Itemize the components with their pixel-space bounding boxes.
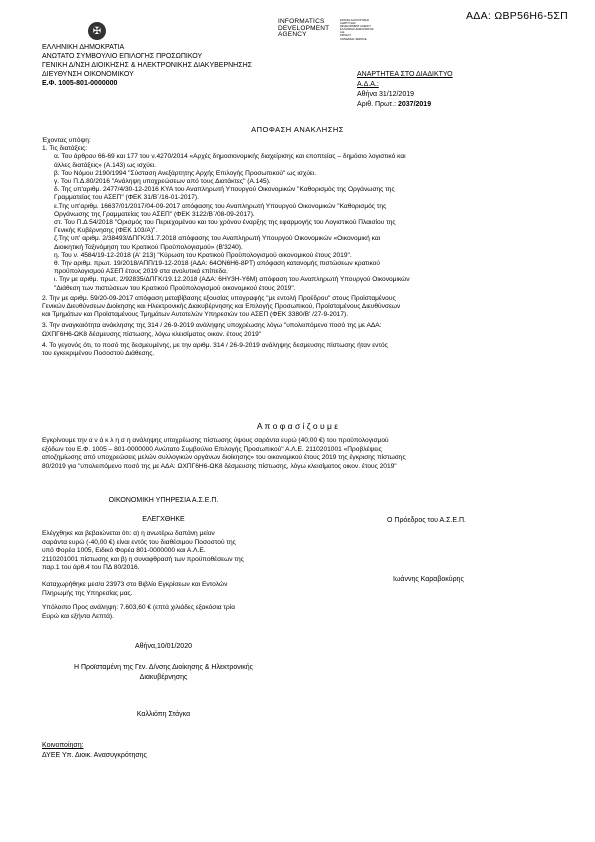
decision-text — [42, 437, 557, 471]
director-title-line: Η Προϊσταμένη της Γεν. Δ/νσης Διοίκησης & Ηλεκτρονικής — [73, 664, 254, 671]
provision-line: θ. Την αριθμ. πρωτ. 19/2018/ΑΠΠ/19-12-2018 (ΑΔΑ: 64ΟΝ6Η6-8ΡΤ) απόφαση κατανομής πιστώσεων κρατικού — [54, 260, 380, 268]
finance-verification — [42, 530, 292, 573]
president-name: Ιωάννης Καραβοκύρης — [393, 576, 464, 583]
item-2-line: και Τμημάτων και Προϊσταμένους Τμημάτων Αυτοτελών Υπηρεσιών του ΑΣΕΠ (ΦΕΚ 3380/Β' /27-9-2017). — [42, 311, 349, 319]
considerations — [42, 137, 557, 358]
finance-title: ΟΙΚΟΝΟΜΙΚΗ ΥΠΗΡΕΣΙΑ Α.Σ.Ε.Π. — [108, 497, 219, 504]
director-title-line: Διακυβέρνησης — [139, 673, 188, 681]
distribution-item: ΔΥΕΕ Υπ. Διοικ. Ανασυγκρότησης — [42, 751, 147, 759]
logo-line-3: AGENCY — [278, 31, 307, 38]
provision-line: ζ.Της υπ' αριθμ. 2/38493/ΔΠΓΚ/31.7.2018 απόφασης του Αναπληρωτή Υπουργού Οικονομικών «Οικονομική και — [54, 235, 381, 243]
provision-line: δ. Της υπ'αριθμ. 2477/4/30-12-2016 ΚΥΑ του Αναπληρωτή Υπουργού Οικονομικών "Καθορισμός της Οργάνωσης της — [54, 186, 395, 194]
provision-line: α. Του άρθρου 66-69 και 177 του ν.4270/2014 «Αρχές δημοσιονομικής διαχείρισης και εποπτείας – δημόσιο λογιστικό και — [54, 153, 406, 161]
provision-line: προϋπολογισμού ΑΣΕΠ έτους 2019 στα ανολυτικά επίπεδα. — [54, 268, 228, 276]
remaining-balance — [42, 604, 292, 621]
registration-note — [42, 581, 292, 598]
protocol-label: Αριθ. Πρωτ.: — [357, 101, 397, 108]
finance-date: Αθήνα,10/01/2020 — [135, 643, 192, 650]
greek-emblem-icon: ✠ — [88, 22, 106, 40]
provision-line: Διοικητική Ταξινόμηση του Κρατικού Προϋπολογισμού» (Β'3240). — [54, 243, 243, 251]
provision-line: Γενικής Κυβέρνησης (ΦΕΚ 103/Α)". — [54, 227, 158, 235]
informatics-logo — [278, 19, 329, 39]
intro-text: Έχοντας υπόψη: — [42, 137, 91, 144]
item-2-line: 2. Την με αριθμ. 59/20-09-2017 απόφαση μεταβίβασης εξουσίας υπογραφής "με εντολή Προέδρου" στους Προϊσταμένους — [42, 294, 396, 302]
issuer-header — [42, 43, 252, 88]
logo-small-text — [340, 19, 374, 41]
provisions-heading: 1. Τις διατάξεις: — [42, 145, 88, 153]
document-title: ΑΠΟΦΑΣΗ ΑΝΑΚΛΗΣΗΣ — [251, 125, 344, 134]
verification-line: Ελέγχθηκε και βεβαιώνεται ότι: α) η ανωτέρω δαπάνη μείον — [42, 530, 215, 537]
general-director-title — [42, 663, 285, 682]
date-value: 31/12/2019 — [378, 91, 415, 98]
provisions-list — [42, 153, 557, 292]
provision-line: β. Του Νόμου 2190/1994 "Σύσταση Ανεξάρτητης Αρχής Επιλογής Προσωπικού" ως ισχύει. — [54, 169, 317, 177]
registration-line: Καταχωρήθηκε μεσ/α 23973 στο Βιβλίο Εγκρίσεων και Εντολών — [42, 581, 228, 588]
verification-line: σαράντα ευρώ (-40,00 €) είναι εντός του διαθέσιμου Ποσοστού της — [42, 538, 236, 546]
decision-line: Εγκρίνουμε την α ν ά κ λ η σ η ανάληψης υποχρέωσης πίστωσης ύψους σαράντα ευρώ (40,00 €) του προϋπολογισμού — [42, 437, 389, 444]
verification-line: υπό Φορέα 1005, Ειδικό Φορέα 801-0000000 και Α.Λ.Ε. — [42, 547, 206, 555]
item-4-line: 4. Το γεγονός ότι, το ποσό της δεσμευμένης, με την αριθμ. 314 / 26-9-2019 ανάληψης δεσμευσης πίστωσης ήταν εντός — [42, 341, 388, 349]
provision-line: άλλες διατάξεις» (Α.143) ως ισχύει. — [54, 161, 157, 169]
ada-code: ΑΔΑ: ΩΒΡ56Η6-5ΣΠ — [466, 10, 569, 22]
protocol-value: 2037/2019 — [398, 101, 432, 108]
general-director-name: Καλλιόπη Στάγκα — [136, 711, 191, 718]
header-line-3: ΓΕΝΙΚΗ Δ/ΝΣΗ ΔΙΟΙΚΗΣΗΣ & ΗΛΕΚΤΡΟΝΙΚΗΣ ΔΙΑΚΥΒΕΡΝΗΣΗΣ — [42, 62, 252, 69]
item-4 — [42, 342, 557, 358]
provision-line: Οργάνωσης της Γραμματείας του ΑΣΕΠ" (ΦΕΚ 3122/Β΄/08-09-2017). — [54, 210, 255, 218]
remaining-line: Ευρώ και εξήντα Λεπτά). — [42, 612, 114, 620]
verification-line: 2110201001 πίστωσης και β) η συναφθρασή των προϋποθέσεων της — [42, 555, 244, 563]
logo-small-1: ΕΝΤΑΣΗ ΑΞΙΟΛΟΓΗΣΗΣ — [340, 19, 369, 22]
logo-small-7: UNIVERSAL SERVICE — [340, 37, 367, 41]
distribution — [42, 741, 147, 760]
header-line-2: ΑΝΩΤΑΤΟ ΣΥΜΒΟΥΛΙΟ ΕΠΙΛΟΓΗΣ ΠΡΟΣΩΠΙΚΟΥ — [42, 53, 203, 60]
verification-line: παρ.1 του άρθ.4 του ΠΔ 80/2016. — [42, 564, 140, 572]
item-2 — [42, 295, 557, 320]
finance-subtitle: ΕΛΕΓΧΘΗΚΕ — [142, 516, 185, 523]
provision-line: "Διάθεση των πιστώσεων του Κρατικού Προϋπολογισμού οικονομικού έτους 2019". — [54, 284, 296, 292]
item-2-line: Γενικών Διευθύνσεων Διοίκησης και Ηλεκτρονικής Διακυβέρνησης και Επιλογής Προσωπικού, Προϊσταμένους Διευθύνσεων — [42, 303, 401, 311]
item-3 — [42, 322, 557, 338]
provision-line: ι. Την με αριθμ. πρωτ. 2/92835/ΔΠΓΚ/19.12.2018 (ΑΔΑ: 6ΗΥ3Η-Υ6Μ) απόφαση του Αναπληρωτή Υπουργού Οικονομικών — [54, 276, 410, 284]
item-3-line: 3. Την αναγκαιότητα ανάκλησης της 314 / 26-9-2019 ανάληψης υποχρέωσης λόγω "υπολειπόμενο ποσό της με ΑΔΑ: — [42, 322, 382, 330]
president-title: Ο Πρόεδρος του Α.Σ.Ε.Π. — [387, 517, 466, 524]
provision-line: ε.Της υπ'αριθμ. 16637/01/2017/04-09-2017 απόφασης του Αναπληρωτή Υπουργού Οικονομικών "Καθορισμός της — [54, 202, 387, 210]
decision-line: αποζημίωσης από υποχρεώσεις μελών συλλογικών οργάνων διοίκησης» του οικονομικού έτους 2019 της έγκρισης πίστωσης — [42, 454, 406, 462]
logo-small-3: DEVELOPMENT AGENCY — [340, 25, 372, 29]
item-3-line: ΩΧΠΓ6Η6-ΩΚ8 δέσμευσης πίστωσης, λόγω κλεισίματος οικον. έτους 2019" — [42, 330, 262, 338]
provision-line: στ. Του Π.Δ 54/2018 "Ορισμός του Περιεχομένου και του χρόνου έναρξης της εφαρμογής του Λογιστικού Πλαισίου της — [54, 219, 396, 227]
provision-line: η. Του ν. 4584/19-12-2018 (Α' 213) "Κύρωση του Κρατικού Προϋπολογισμού οικονομικού έτους 2019". — [54, 251, 352, 259]
registration-line: Πληρωμής της Υπηρεσίας μας. — [42, 589, 133, 597]
date-line — [357, 90, 453, 100]
logo-small-2: ΑΝΑΠΤΥΞΗΣ — [340, 22, 356, 26]
remaining-line: Υπόλοιπο Προς ανάληψη: 7.603,60 € (επτά χιλιάδες εξακόσια τρία — [42, 604, 236, 611]
logo-small-5: Α.Ε. — [340, 31, 345, 35]
logo-line-2: DEVELOPMENT — [278, 24, 330, 32]
protocol-line — [357, 100, 453, 110]
provision-line: γ. Του Π.Δ.80/2016 "Ανάληψη υποχρεώσεων από τους Διατάκτες" (Α.145). — [54, 178, 271, 186]
provision-line: Γραμματείας του ΑΣΕΠ" (ΦΕΚ 31/Β΄/16-01-2017). — [54, 194, 199, 202]
budget-code: Ε.Φ. 1005-801-0000000 — [42, 80, 118, 87]
logo-small-4: ΕΛΛΗΝΙΚΗΣ ΔΗΜΟΚΡΑΤΙΑΣ — [340, 28, 374, 32]
decision-line: εξόδων του Ε.Φ. 1005 – 801-0000000 Ανώτατο Συμβούλιο Επιλογής Προσωπικού" Α.Λ.Ε. 2110201001 «Προβλέψεις — [42, 445, 382, 453]
decision-line: 80/2019 για "υπολειπόμενο ποσό της με ΑΔΑ: ΩΧΠΓ6Η6-ΩΚ8 δέσμευσης πίστωσης, λόγω κλεισίματος οικον. έτους 2019" — [42, 462, 397, 470]
header-line-4: ΔΙΕΥΘΥΝΣΗ ΟΙΚΟΝΟΜΙΚΟΥ — [42, 71, 134, 78]
posting-info — [357, 70, 453, 110]
ada-label: Α.Δ.Α.: — [357, 81, 379, 88]
logo-small-6: PRIVACY — [340, 34, 352, 38]
logo-line-1: INFORMATICS — [278, 18, 325, 25]
header-line-1: ΕΛΛΗΝΙΚΗ ΔΗΜΟΚΡΑΤΙΑ — [42, 44, 125, 51]
posting-label: ΑΝΑΡΤΗΤΕΑ ΣΤΟ ΔΙΑΔΙΚΤΥΟ — [357, 71, 453, 78]
date-label: Αθήνα — [357, 91, 378, 98]
item-4-line: του εγκεκριμένου Ποσοστού Διάθεσης. — [42, 350, 155, 358]
decision-heading: Α π ο φ α σ ί ζ ο υ μ ε — [256, 421, 339, 431]
distribution-title: Κοινοποίηση: — [42, 742, 84, 749]
